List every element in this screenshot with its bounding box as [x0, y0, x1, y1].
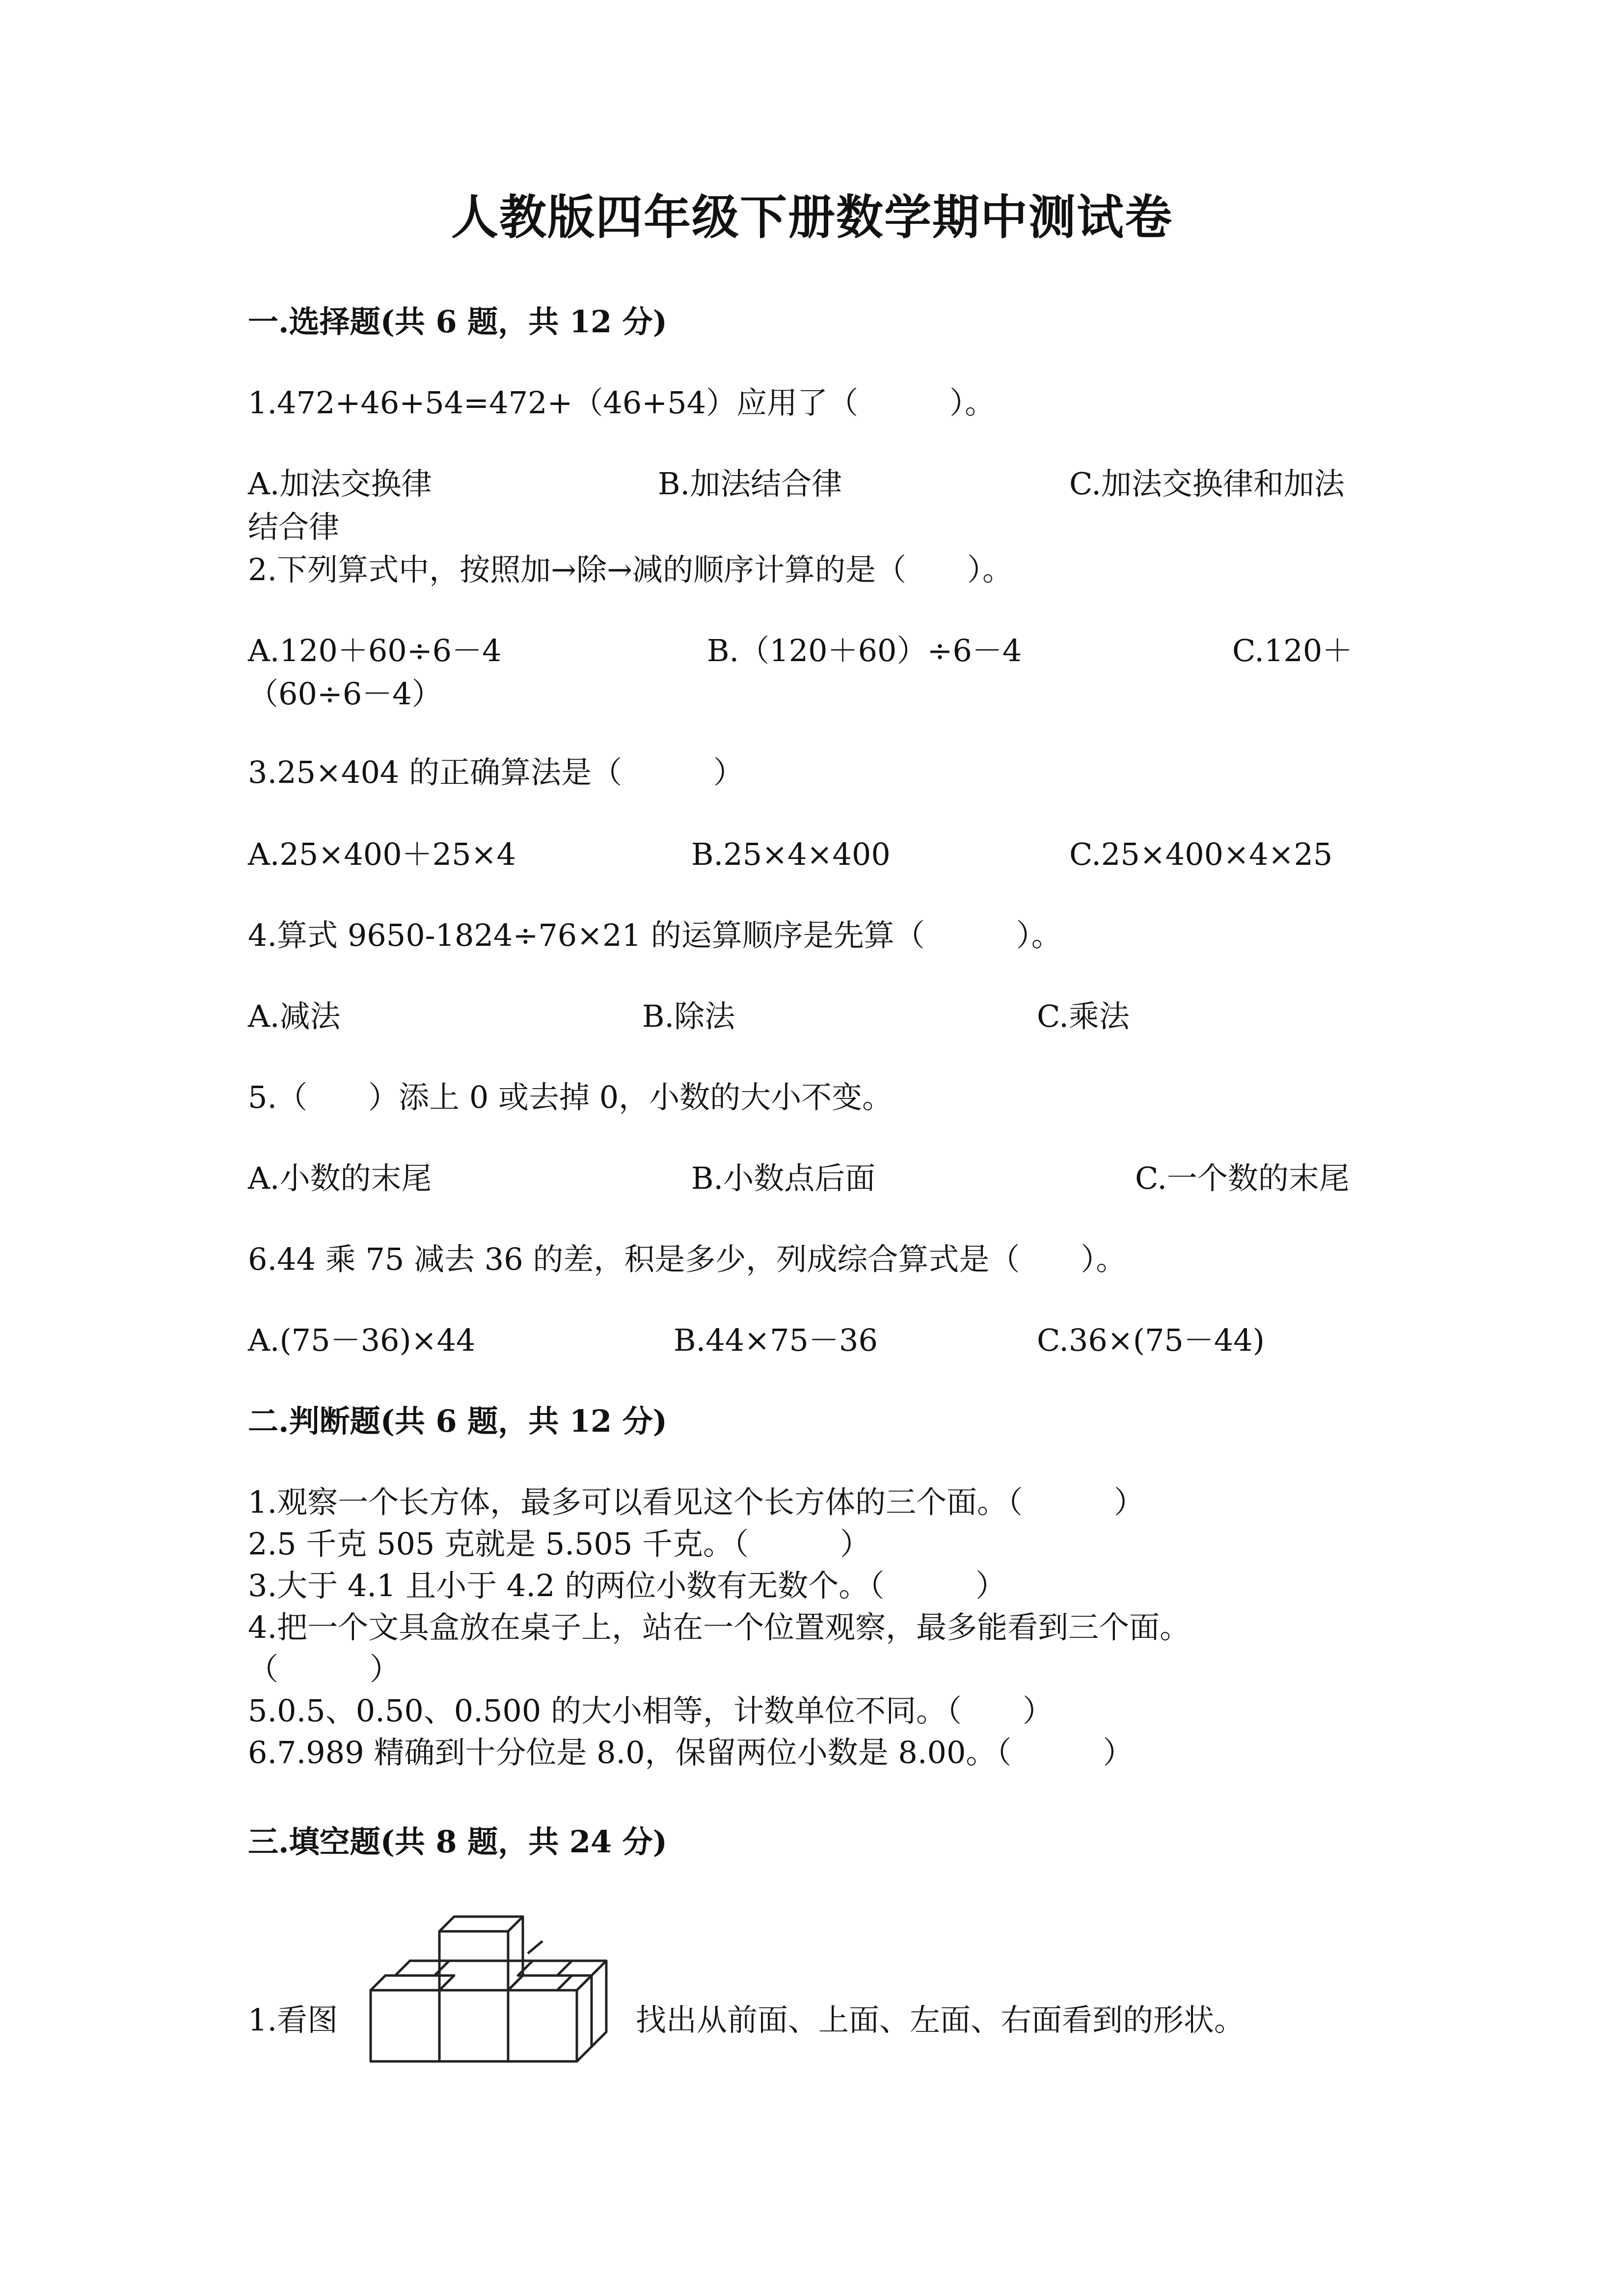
option-a: A.小数的末尾 — [248, 1160, 432, 1196]
judge-item: 6.7.989 精确到十分位是 8.0，保留两位小数是 8.00。（ ） — [248, 1735, 1134, 1770]
judge-item: 5.0.5、0.50、0.500 的大小相等，计数单位不同。（ ） — [248, 1693, 1054, 1729]
judge-item: 2.5 千克 505 克就是 5.505 千克。（ ） — [248, 1526, 870, 1562]
question-stem: 4.算式 9650-1824÷76×21 的运算顺序是先算（ ）。 — [248, 917, 1062, 953]
question-stem: 5.（ ）添上 0 或去掉 0，小数的大小不变。 — [248, 1079, 893, 1115]
option-c: C.加法交换律和加法 — [1069, 466, 1345, 502]
judge-item-wrap: （ ） — [248, 1651, 401, 1687]
judge-item: 1.观察一个长方体，最多可以看见这个长方体的三个面。（ ） — [248, 1484, 1145, 1520]
judge-item: 3.大于 4.1 且小于 4.2 的两位小数有无数个。（ ） — [248, 1568, 1006, 1603]
option-a: A.加法交换律 — [248, 466, 432, 502]
page-title: 人教版四年级下册数学期中测试卷 — [451, 189, 1173, 245]
section-heading-fill: 三.填空题(共 8 题，共 24 分) — [248, 1824, 668, 1860]
question-stem: 6.44 乘 75 减去 36 的差，积是多少，列成综合算式是（ ）。 — [248, 1241, 1127, 1277]
cube-stack-figure — [366, 1904, 626, 2071]
option-b: B.44×75－36 — [674, 1322, 878, 1358]
option-b: B.除法 — [642, 998, 735, 1034]
option-a: A.减法 — [248, 998, 341, 1034]
section-heading-choice: 一.选择题(共 6 题，共 12 分) — [248, 304, 668, 340]
option-b: B.小数点后面 — [691, 1160, 876, 1196]
option-b: B.加法结合律 — [658, 466, 842, 502]
question-stem: 1.472+46+54=472+（46+54）应用了（ ）。 — [248, 385, 996, 421]
option-b: B.（120＋60）÷6－4 — [707, 633, 1022, 668]
option-c: C.120＋ — [1232, 633, 1353, 668]
fill-question-suffix: 找出从前面、上面、左面、右面看到的形状。 — [636, 2002, 1245, 2038]
question-stem: 3.25×404 的正确算法是（ ） — [248, 754, 744, 790]
option-c: C.一个数的末尾 — [1135, 1160, 1350, 1196]
fill-question-prefix: 1.看图 — [248, 2002, 338, 2038]
option-c: C.25×400×4×25 — [1069, 836, 1333, 872]
option-c: C.乘法 — [1037, 998, 1130, 1034]
option-a: A.120＋60÷6－4 — [248, 633, 502, 668]
section-heading-judge: 二.判断题(共 6 题，共 12 分) — [248, 1403, 668, 1439]
option-b: B.25×4×400 — [691, 836, 891, 872]
option-a: A.25×400＋25×4 — [248, 836, 516, 872]
judge-item: 4.把一个文具盒放在桌子上，站在一个位置观察，最多能看到三个面。 — [248, 1609, 1191, 1645]
option-c: C.36×(75－44) — [1037, 1322, 1265, 1358]
question-stem: 2.下列算式中，按照加→除→减的顺序计算的是（ ）。 — [248, 552, 1013, 587]
option-a: A.(75－36)×44 — [248, 1322, 476, 1358]
option-wrap: （60÷6－4） — [248, 676, 442, 712]
option-wrap: 结合律 — [248, 509, 340, 545]
